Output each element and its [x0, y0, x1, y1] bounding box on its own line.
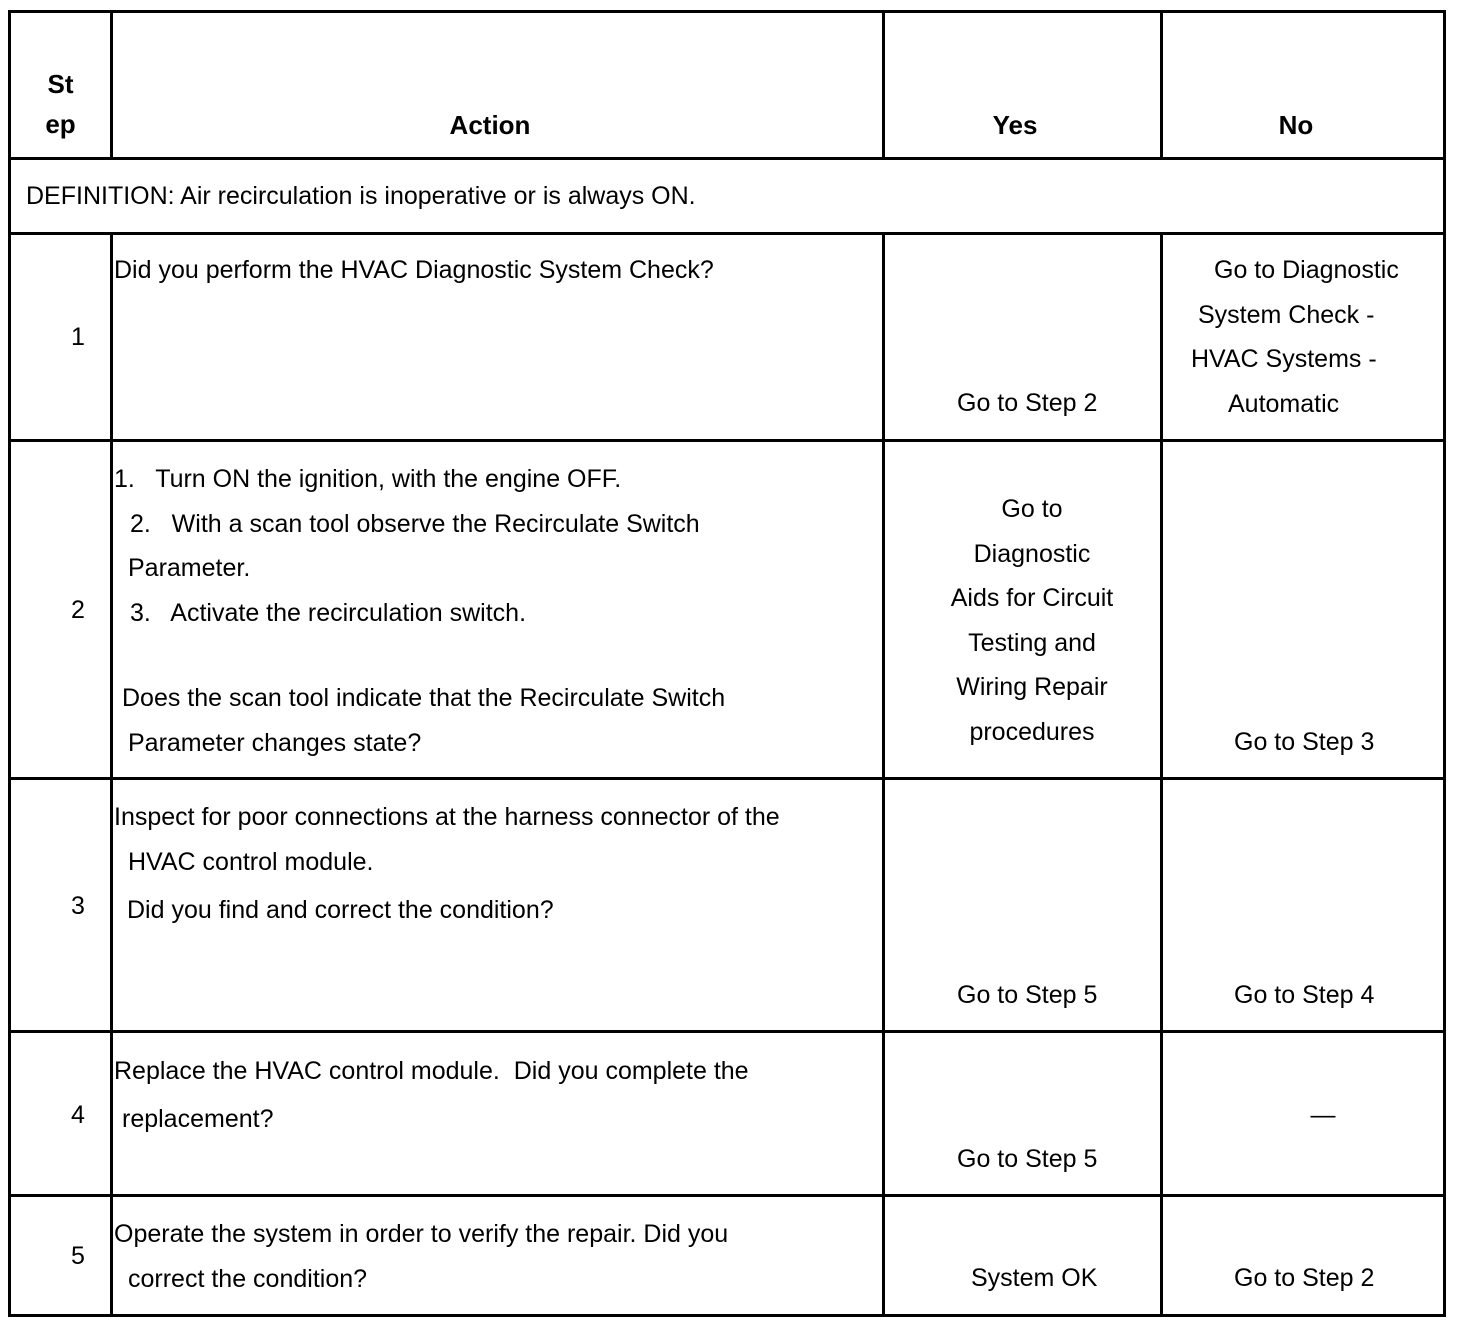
row5-action: [114, 1212, 728, 1301]
row3-no: [1234, 973, 1374, 1018]
row5-action-line2: correct the condition?: [128, 1264, 368, 1293]
table-border-top: [8, 10, 1446, 13]
header-action: Action: [449, 110, 531, 140]
row2-yes-line1: Go to: [1001, 495, 1063, 523]
row4-yes: [957, 1137, 1097, 1182]
row1-yes-line: Go to Step 2: [957, 389, 1098, 417]
row2-yes-line5: Wiring Repair: [956, 673, 1108, 701]
row4-no: [1163, 1093, 1472, 1138]
definition-divider: [8, 232, 1446, 235]
row1-divider: [8, 439, 1446, 442]
row3-action: [114, 795, 780, 933]
row1-step-number: 1: [71, 323, 85, 351]
row5-yes: [971, 1256, 1097, 1301]
row3-yes-line: Go to Step 5: [957, 981, 1098, 1009]
row4-no-dash: —: [1310, 1101, 1336, 1129]
table-border-bottom: [8, 1314, 1446, 1317]
table-border-left: [8, 10, 11, 1317]
row2-yes-line3: Aids for Circuit: [950, 584, 1114, 612]
row2-yes: [922, 487, 1142, 754]
row1-no-line2: System Check -: [1198, 300, 1375, 329]
header-step-line2: ep: [45, 109, 76, 139]
row5-step-number: 5: [71, 1242, 85, 1270]
row2-action-line1: 1. Turn ON the ignition, with the engine OFF.: [114, 465, 622, 493]
header-no: No: [1278, 110, 1314, 140]
row1-yes: [957, 381, 1097, 426]
yes-column-divider-body: [1160, 232, 1163, 1317]
row1-action-line: Did you perform the HVAC Diagnostic System Check?: [114, 256, 714, 284]
action-column-divider-body: [882, 232, 885, 1317]
header-yes: Yes: [992, 110, 1038, 140]
step-column-divider-body: [110, 232, 113, 1317]
row3-yes: [957, 973, 1097, 1018]
row3-action-line3: Did you find and correct the condition?: [127, 896, 554, 924]
row3-no-line: Go to Step 4: [1234, 981, 1375, 1009]
row2-action-line2: 2. With a scan tool observe the Recirculate Switch: [130, 509, 700, 538]
header-step: [11, 64, 110, 144]
row4-action-line1: Replace the HVAC control module. Did you complete the: [114, 1057, 749, 1085]
row2-yes-line2: Diagnostic: [973, 539, 1091, 568]
row2-no-line: Go to Step 3: [1234, 728, 1375, 756]
row1-no: [1191, 248, 1399, 426]
row5-no: [1234, 1256, 1374, 1301]
row1-action: [114, 248, 714, 293]
row4-divider: [8, 1194, 1446, 1197]
row4-step-number: 4: [71, 1101, 85, 1129]
row5-no-line: Go to Step 2: [1234, 1264, 1375, 1292]
row1-no-line4: Automatic: [1228, 389, 1340, 418]
row2-action-line6: Parameter changes state?: [128, 728, 422, 757]
row3-action-line2: HVAC control module.: [128, 847, 374, 876]
row4-action-line2: replacement?: [122, 1105, 274, 1133]
diagnostic-table: [8, 10, 1446, 1317]
definition-text: DEFINITION: Air recirculation is inoperative or is always ON.: [26, 182, 696, 210]
header-step-line1: St: [47, 69, 74, 99]
row1-no-line1: Go to Diagnostic: [1214, 256, 1399, 284]
row5-action-line1: Operate the system in order to verify the repair. Did you: [114, 1220, 729, 1248]
row2-divider: [8, 777, 1446, 780]
row2-yes-line6: procedures: [969, 717, 1095, 746]
row2-no: [1234, 720, 1374, 765]
row3-action-line1: Inspect for poor connections at the harness connector of the: [114, 803, 780, 831]
row2-step-number: 2: [71, 596, 85, 624]
row2-yes-line4: Testing and: [968, 628, 1096, 657]
row5-yes-line: System OK: [971, 1264, 1098, 1292]
row2-action-line4: 3. Activate the recirculation switch.: [130, 598, 527, 627]
row1-no-line3: HVAC Systems -: [1191, 345, 1377, 373]
header-divider: [8, 157, 1446, 160]
row2-action-line5: Does the scan tool indicate that the Recirculate Switch: [122, 684, 726, 712]
row2-action-line3: Parameter.: [128, 554, 251, 582]
row3-divider: [8, 1030, 1446, 1033]
row4-yes-line: Go to Step 5: [957, 1145, 1098, 1173]
row2-action: [114, 457, 725, 765]
row3-step-number: 3: [71, 892, 85, 920]
row4-action: [114, 1047, 749, 1143]
